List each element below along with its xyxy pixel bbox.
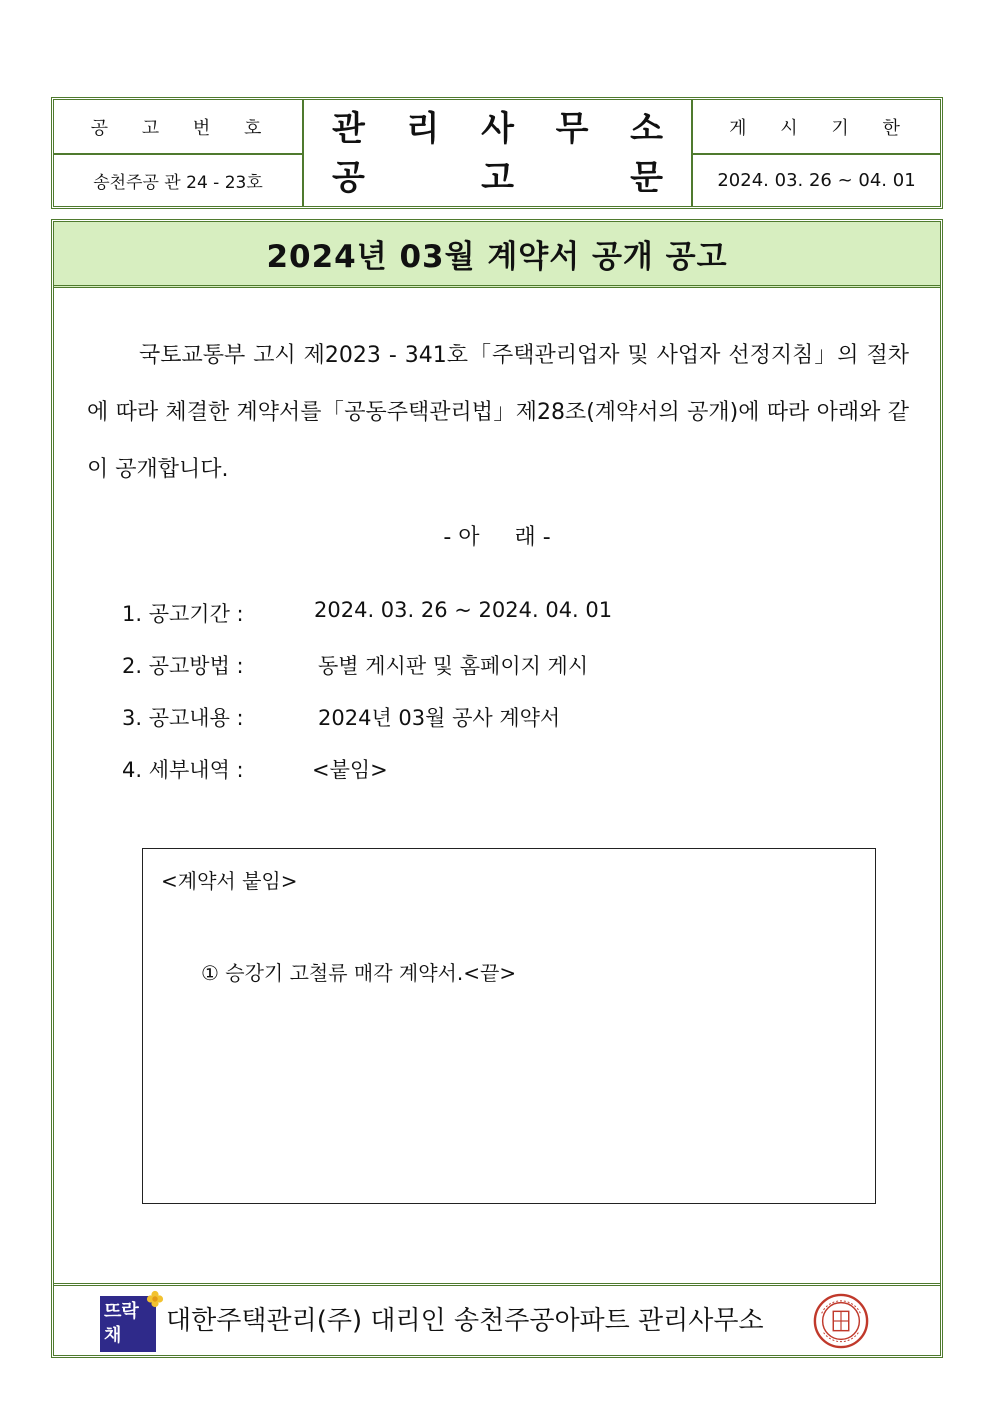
attachment-box [142,848,876,1204]
logo-text-line1: 뜨락 [104,1301,139,1322]
notice-char: 공 [332,157,365,198]
item-label: 1. 공고기간 : [122,602,244,626]
item-label: 3. 공고내용 : [122,706,244,730]
notice-number-label: 공 고 번 호 [54,100,304,155]
notice-number: 송천주공 관 24 - 23호 [54,155,304,206]
notice-body-box [51,219,943,1358]
office-char: 소 [630,108,663,149]
arae-text: - 아 래 - [443,525,551,550]
item-value: 동별 게시판 및 홈페이지 게시 [318,654,589,678]
item-label: 4. 세부내역 : [122,758,244,782]
footer [54,1283,940,1355]
office-char: 관 [332,108,365,149]
section-heading-arae [54,520,940,551]
item-label: 2. 공고방법 : [122,654,244,678]
flower-icon [146,1290,164,1308]
posting-period-label: 게 시 기 한 [693,100,940,155]
notice-char: 고 [481,157,514,198]
footer-organization: 대한주택관리(주) 대리인 송천주공아파트 관리사무소 [166,1306,764,1336]
logo-text-line2: 채 [104,1325,122,1346]
posting-period: 2024. 03. 26 ~ 04. 01 [717,170,916,191]
notice-paragraph [87,327,909,498]
office-char: 무 [555,108,589,149]
office-char: 리 [406,108,440,149]
item-value: 2024. 03. 26 ~ 2024. 04. 01 [314,598,613,622]
item-value: <붙임> [312,758,388,782]
office-heading-row2 [332,157,663,199]
office-heading-row1 [332,108,663,150]
office-char: 사 [481,108,514,149]
notice-title: 2024년 03월 계약서 공개 공고 [54,222,940,288]
official-seal-icon [812,1292,870,1350]
ttrakchae-logo [100,1296,156,1352]
attachment-entry: ① 승강기 고철류 매각 계약서.<끝> [201,961,517,985]
notice-paragraph-text: 국토교통부 고시 제2023 - 341호「주택관리업자 및 사업자 선정지침」의 절차에 따라 체결한 계약서를「공동주택관리법」제28조(계약서의 공개)에 따라 아래와 같이 공개합니다. [87,343,909,482]
item-value: 2024년 03월 공사 계약서 [318,706,561,730]
office-heading [304,100,693,206]
attachment-title: <계약서 붙임> [161,869,298,893]
notice-char: 문 [630,157,663,198]
notice-header-table [51,97,943,209]
